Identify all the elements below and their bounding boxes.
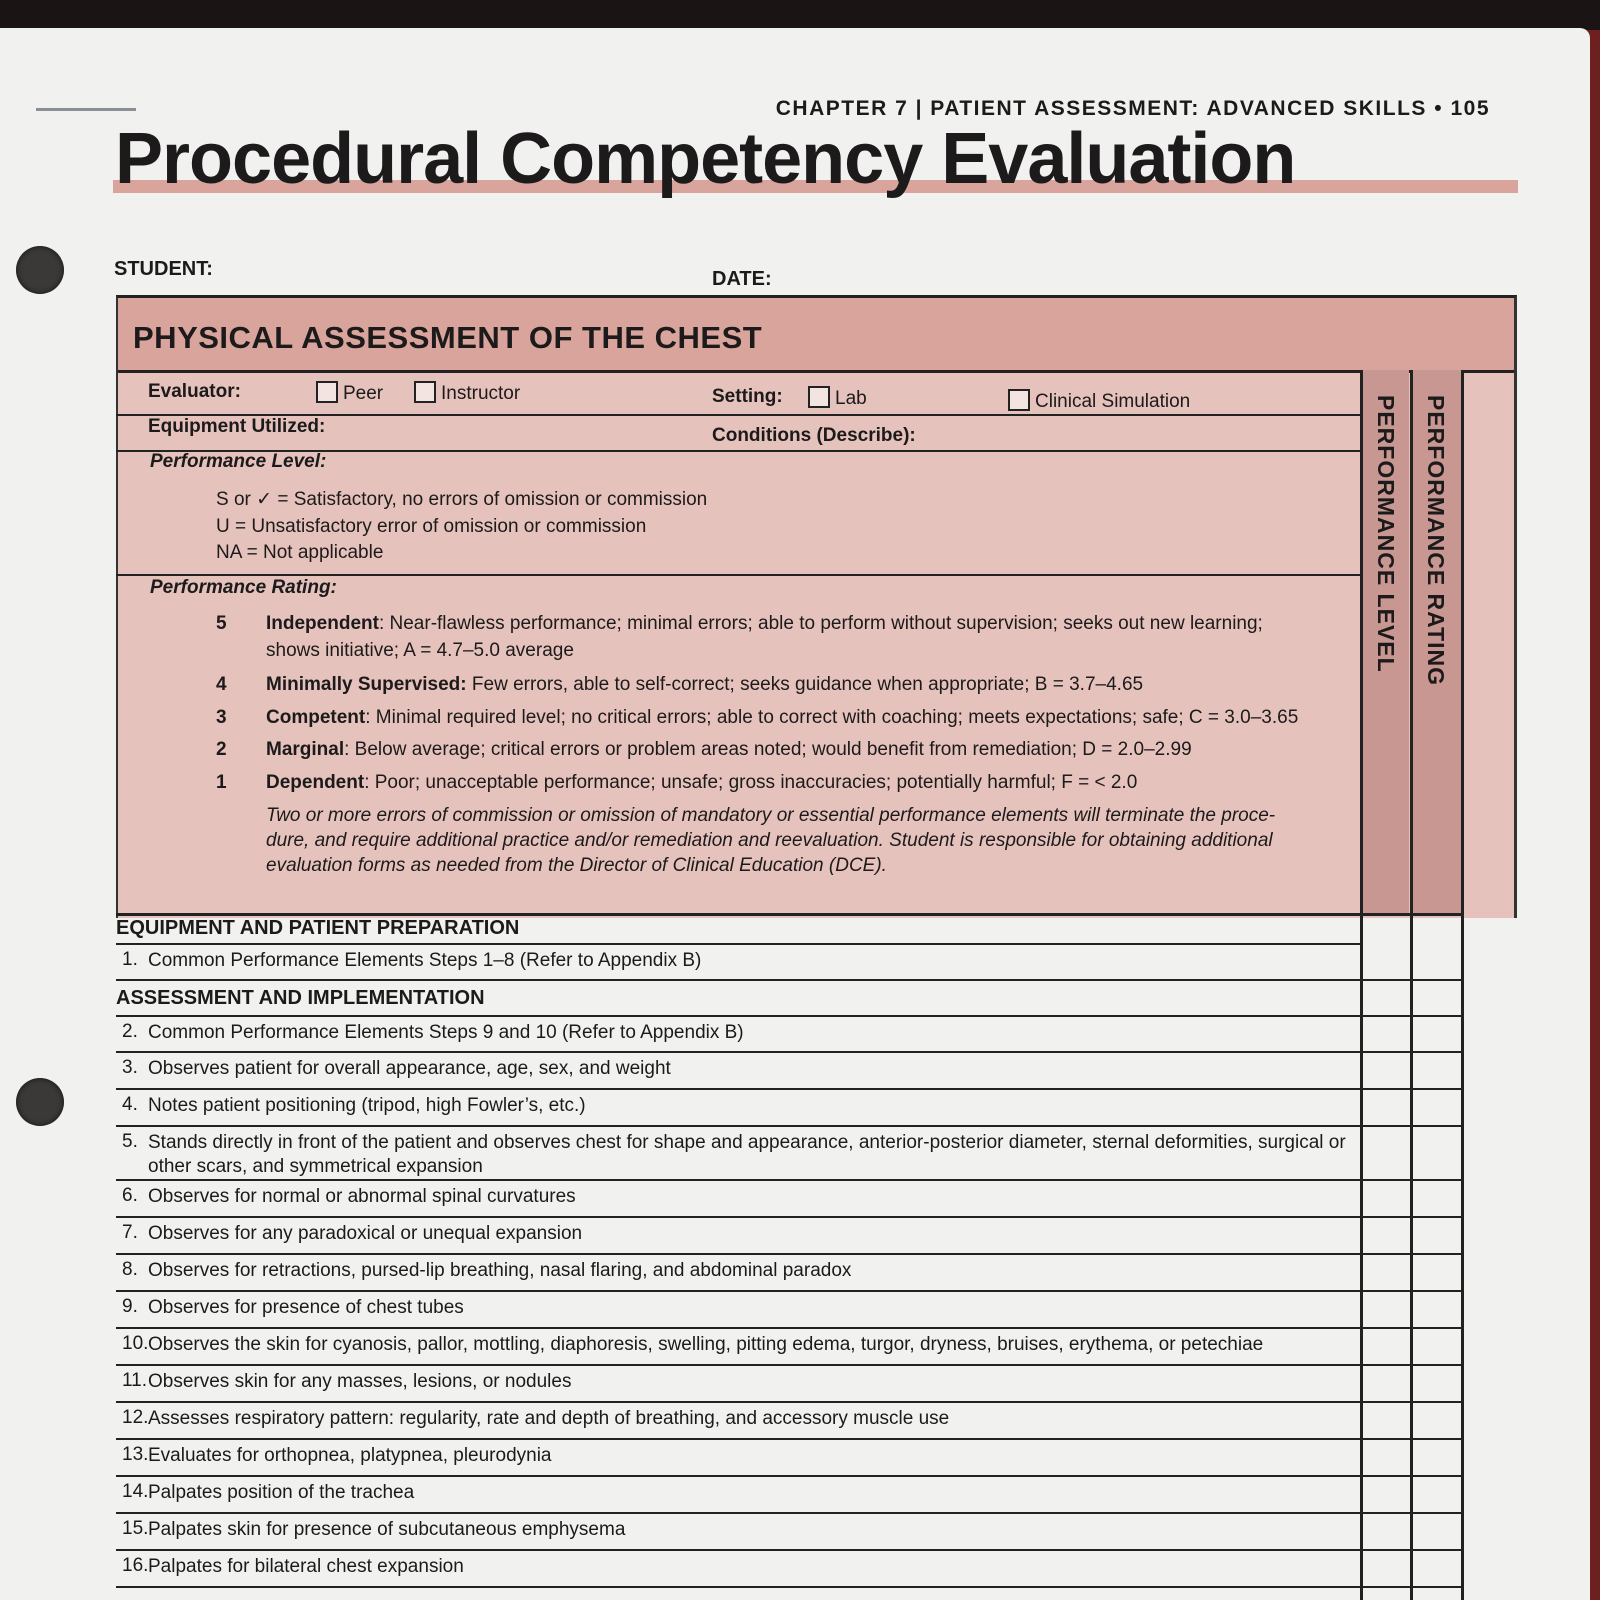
performance-level-cell[interactable] xyxy=(1363,1090,1410,1127)
table-row xyxy=(116,945,1362,981)
instructor-label: Instructor xyxy=(441,383,521,404)
step-number: 13. xyxy=(122,1444,149,1465)
step-number: 4. xyxy=(122,1094,138,1115)
conditions-label: Conditions (Describe): xyxy=(712,425,916,446)
performance-rating-cell[interactable] xyxy=(1413,1127,1461,1181)
performance-rating-cell[interactable] xyxy=(1413,1329,1461,1366)
table-row xyxy=(116,1292,1362,1329)
performance-level-cell[interactable] xyxy=(1363,1218,1410,1255)
section-header-assess: ASSESSMENT AND IMPLEMENTATION xyxy=(116,981,1360,1017)
step-text: Palpates for bilateral chest expansion xyxy=(148,1556,464,1577)
form-section-header xyxy=(118,298,1514,373)
performance-rating-cell[interactable] xyxy=(1413,1255,1461,1292)
step-number: 14. xyxy=(122,1481,149,1502)
step-number: 16. xyxy=(122,1555,149,1576)
section-header-prep: EQUIPMENT AND PATIENT PREPARATION xyxy=(116,913,1360,945)
peer-checkbox[interactable] xyxy=(316,381,383,405)
form-section-title: PHYSICAL ASSESSMENT OF THE CHEST xyxy=(133,320,763,355)
peer-label: Peer xyxy=(343,383,384,404)
step-number: 6. xyxy=(122,1185,138,1206)
step-text: Common Performance Elements Steps 9 and 10 (Refer to Appendix B) xyxy=(148,1022,744,1043)
performance-rating-cell[interactable] xyxy=(1413,1090,1461,1127)
performance-rating-cell[interactable] xyxy=(1413,981,1461,1017)
rating-name: Independent xyxy=(266,613,379,634)
rating-number: 5 xyxy=(216,613,227,634)
rating-number: 3 xyxy=(216,707,227,728)
step-text: Palpates position of the trachea xyxy=(148,1482,415,1503)
performance-level-cell[interactable] xyxy=(1363,981,1410,1017)
lab-checkbox[interactable] xyxy=(808,386,867,410)
step-number: 9. xyxy=(122,1296,138,1317)
rating-number: 4 xyxy=(216,674,227,695)
performance-rating-cell[interactable] xyxy=(1413,1017,1461,1053)
step-text: Assesses respiratory pattern: regularity, rate and depth of breathing, and accessory muscle use xyxy=(148,1408,950,1429)
performance-level-cell[interactable] xyxy=(1363,1440,1410,1477)
performance-level-cell[interactable] xyxy=(1363,1366,1410,1403)
step-text: Evaluates for orthopnea, platypnea, pleurodynia xyxy=(148,1445,552,1466)
table-row xyxy=(116,1218,1362,1255)
performance-rating-cell[interactable] xyxy=(1413,1053,1461,1090)
performance-rating-cell[interactable] xyxy=(1413,1366,1461,1403)
step-text: Observes for normal or abnormal spinal curvatures xyxy=(148,1186,576,1207)
termination-note: evaluation forms as needed from the Director of Clinical Education (DCE). xyxy=(266,855,887,876)
step-text: Observes skin for any masses, lesions, or nodules xyxy=(148,1371,572,1392)
chapter-header: CHAPTER 7 | PATIENT ASSESSMENT: ADVANCED SKILLS • 105 xyxy=(775,97,1490,120)
equipment-label: Equipment Utilized: xyxy=(148,416,326,437)
performance-rating-cell[interactable] xyxy=(1413,1477,1461,1514)
performance-rating-cell[interactable] xyxy=(1413,1292,1461,1329)
step-number: 2. xyxy=(122,1021,138,1042)
rating-description xyxy=(266,613,1263,635)
table-row xyxy=(116,1514,1362,1551)
table-row xyxy=(116,1090,1362,1127)
rating-number: 2 xyxy=(216,739,227,760)
step-text: Observes patient for overall appearance, age, sex, and weight xyxy=(148,1058,671,1079)
rating-name: Minimally Supervised: xyxy=(266,674,467,695)
step-text: Observes the skin for cyanosis, pallor, mottling, diaphoresis, swelling, pitting edema, turgor, dryness, bruises, erythema, or petechiae xyxy=(148,1334,1264,1355)
rating-name: Competent xyxy=(266,707,366,728)
performance-level-cell[interactable] xyxy=(1363,1477,1410,1514)
performance-level-cell[interactable] xyxy=(1363,1551,1410,1588)
performance-rating-cell[interactable] xyxy=(1413,1181,1461,1218)
rating-description-cont: shows initiative; A = 4.7–5.0 average xyxy=(266,640,574,661)
rating-text: Few errors, able to self-correct; seeks guidance when appropriate; B = 3.7–4.65 xyxy=(466,674,1144,695)
level-not-applicable: NA = Not applicable xyxy=(216,542,384,563)
checkbox-icon[interactable] xyxy=(316,381,338,403)
performance-level-cell[interactable] xyxy=(1363,1181,1410,1218)
step-number: 10. xyxy=(122,1333,149,1354)
table-row xyxy=(116,1329,1362,1366)
table-row xyxy=(116,1366,1362,1403)
step-text: Stands directly in front of the patient and observes chest for shape and appearance, anterior-posterior diameter, sternal deformities, surgical or other scars, and symmetrical expansion xyxy=(148,1132,1346,1177)
clinical-simulation-label: Clinical Simulation xyxy=(1035,391,1191,412)
rating-number: 1 xyxy=(216,772,227,793)
level-unsatisfactory: U = Unsatisfactory error of omission or commission xyxy=(216,516,647,537)
divider xyxy=(36,108,136,111)
performance-level-cell[interactable] xyxy=(1363,1053,1410,1090)
step-text: Notes patient positioning (tripod, high Fowler’s, etc.) xyxy=(148,1095,586,1116)
table-row xyxy=(116,1255,1362,1292)
performance-rating-cell[interactable] xyxy=(1413,945,1461,981)
step-number: 3. xyxy=(122,1057,138,1078)
performance-rating-header: PERFORMANCE RATING xyxy=(1423,395,1449,687)
performance-level-cell[interactable] xyxy=(1363,1403,1410,1440)
step-number: 7. xyxy=(122,1222,138,1243)
performance-rating-label: Performance Rating: xyxy=(150,577,337,598)
performance-level-label: Performance Level: xyxy=(150,451,327,472)
step-number: 8. xyxy=(122,1259,138,1280)
step-text: Observes for retractions, pursed-lip breathing, nasal flaring, and abdominal paradox xyxy=(148,1260,852,1281)
rating-name: Dependent xyxy=(266,772,365,793)
checkbox-icon[interactable] xyxy=(414,381,436,403)
evaluation-form xyxy=(116,295,1512,1600)
checkbox-icon[interactable] xyxy=(1008,389,1030,411)
table-row xyxy=(116,1181,1362,1218)
date-label: DATE: xyxy=(712,268,772,290)
table-row xyxy=(116,1551,1362,1588)
step-number: 15. xyxy=(122,1518,149,1539)
rating-name: Marginal xyxy=(266,739,345,760)
level-satisfactory: S or ✓ = Satisfactory, no errors of omission or commission xyxy=(216,489,708,510)
rating-text: : Poor; unacceptable performance; unsafe; gross inaccuracies; potentially harmful; F = < 2.0 xyxy=(364,772,1138,793)
performance-level-cell[interactable] xyxy=(1363,1292,1410,1329)
rating-description xyxy=(266,739,1192,761)
performance-rating-cell[interactable] xyxy=(1413,1551,1461,1588)
table-row xyxy=(116,1017,1362,1053)
performance-rating-cell[interactable] xyxy=(1413,1403,1461,1440)
clinical-simulation-checkbox[interactable] xyxy=(1008,389,1190,413)
performance-level-cell[interactable] xyxy=(1363,945,1410,981)
performance-rating-cell[interactable] xyxy=(1413,1440,1461,1477)
performance-level-cell[interactable] xyxy=(1363,1514,1410,1551)
performance-level-cell[interactable] xyxy=(1363,1127,1410,1181)
performance-level-cell[interactable] xyxy=(1363,1329,1410,1366)
punch-hole xyxy=(16,1078,64,1126)
table-row xyxy=(116,1053,1362,1090)
divider xyxy=(1461,370,1464,1600)
lab-label: Lab xyxy=(835,388,867,409)
step-number: 1. xyxy=(122,949,138,970)
rating-text: : Below average; critical errors or problem areas noted; would benefit from remediation; D = 2.0–2.99 xyxy=(344,739,1192,760)
divider xyxy=(116,574,1362,576)
performance-rating-cell[interactable] xyxy=(1413,1514,1461,1551)
evaluator-label: Evaluator: xyxy=(148,381,241,402)
step-text: Common Performance Elements Steps 1–8 (Refer to Appendix B) xyxy=(148,950,702,971)
step-number: 5. xyxy=(122,1131,138,1152)
step-text: Palpates skin for presence of subcutaneous emphysema xyxy=(148,1519,626,1540)
instructor-checkbox[interactable] xyxy=(414,381,520,405)
performance-level-cell[interactable] xyxy=(1363,1017,1410,1053)
table-row xyxy=(116,1127,1362,1181)
performance-level-header: PERFORMANCE LEVEL xyxy=(1373,395,1399,673)
rating-description xyxy=(266,772,1137,794)
rating-text: : Near-flawless performance; minimal errors; able to perform without supervision; seeks out new learning; xyxy=(378,613,1263,634)
table-row xyxy=(116,1403,1362,1440)
step-number: 12. xyxy=(122,1407,149,1428)
rating-description xyxy=(266,674,1143,696)
rating-description xyxy=(266,707,1298,729)
termination-note: Two or more errors of commission or omission of mandatory or essential performance elements will terminate the proce- xyxy=(266,805,1276,826)
performance-level-cell[interactable] xyxy=(1363,1255,1410,1292)
punch-hole xyxy=(16,246,64,294)
table-row xyxy=(116,1440,1362,1477)
step-text: Observes for presence of chest tubes xyxy=(148,1297,464,1318)
step-number: 11. xyxy=(122,1370,148,1391)
performance-rating-cell[interactable] xyxy=(1413,1218,1461,1255)
table-row xyxy=(116,1477,1362,1514)
student-label: STUDENT: xyxy=(114,258,213,280)
page-title: Procedural Competency Evaluation xyxy=(115,119,1296,199)
step-text: Observes for any paradoxical or unequal expansion xyxy=(148,1223,583,1244)
termination-note: dure, and require additional practice and/or remediation and reevaluation. Student is responsible for obtaining additional xyxy=(266,830,1273,851)
checkbox-icon[interactable] xyxy=(808,386,830,408)
setting-label: Setting: xyxy=(712,386,783,407)
rating-text: : Minimal required level; no critical errors; able to correct with coaching; meets expectations; safe; C = 3.0–3.65 xyxy=(365,707,1299,728)
